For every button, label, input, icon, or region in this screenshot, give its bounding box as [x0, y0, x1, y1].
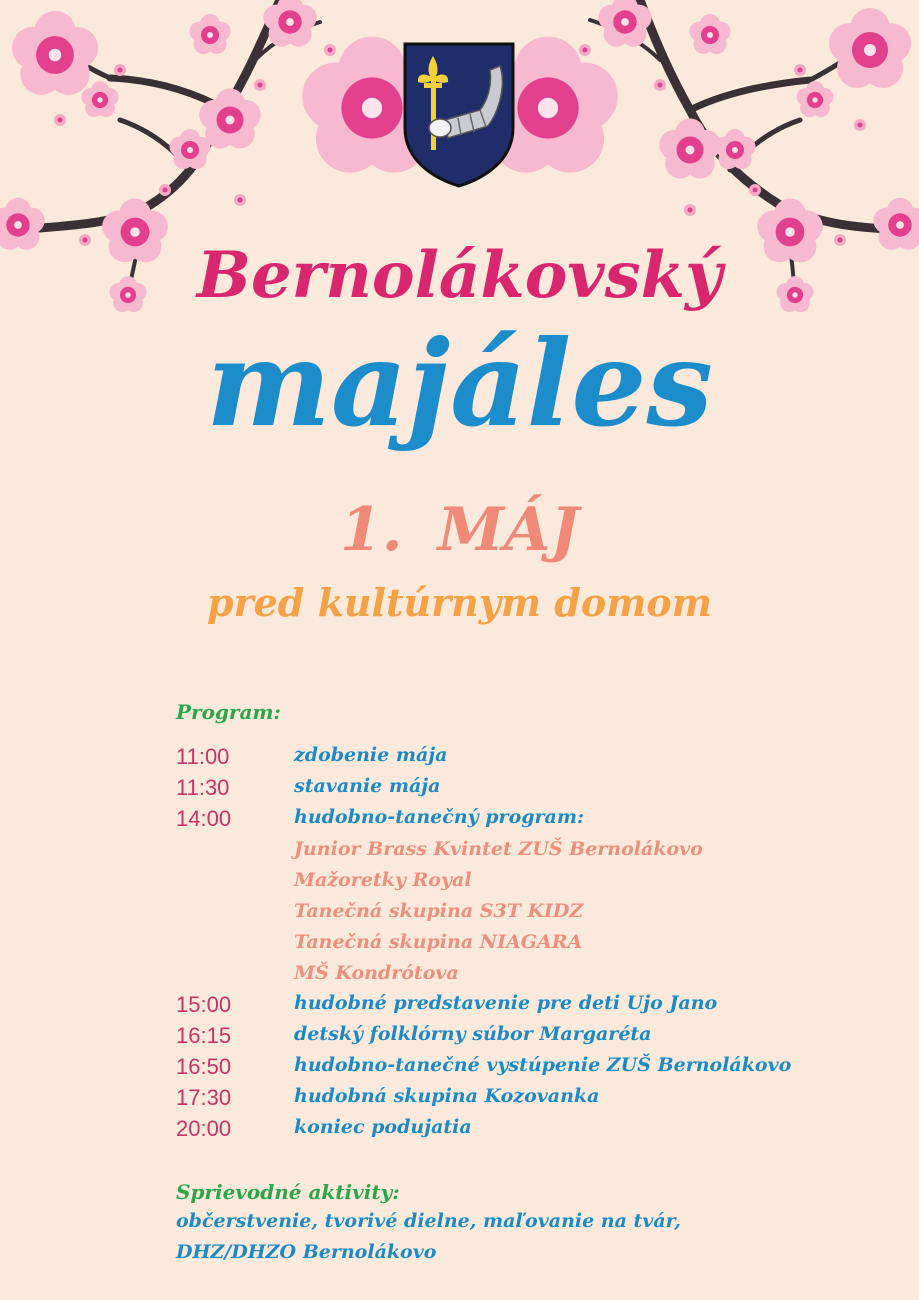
program-row [176, 1054, 876, 1084]
program-heading: Program: [176, 700, 281, 724]
performer-item: MŠ Kondrótova [294, 962, 459, 984]
program-time: 14:00 [176, 806, 232, 831]
performer-item: Tanečná skupina NIAGARA [294, 931, 583, 953]
program-activity: detský folklórny súbor Margaréta [294, 1023, 652, 1045]
program-time: 11:30 [176, 775, 230, 800]
performer-item: Tanečná skupina S3T KIDZ [294, 900, 584, 922]
side-activities-line-2: DHZ/DHZO Bernolákovo [176, 1241, 437, 1263]
event-place: pred kultúrnym domom [207, 580, 712, 625]
title-line-1: Bernolákovský [196, 238, 723, 313]
program-row [176, 744, 876, 774]
program-activity: hudobno-tanečné vystúpenie ZUŠ Bernolákovo [294, 1054, 792, 1076]
program-activity: koniec podujatia [294, 1116, 472, 1138]
program-row [176, 775, 876, 805]
program-activity: stavanie mája [294, 775, 441, 797]
performer-item: Mažoretky Royal [294, 869, 472, 891]
program-activity: zdobenie mája [294, 744, 448, 766]
coat-of-arms-icon [405, 44, 513, 186]
program-row [176, 1085, 876, 1115]
program-activity: hudobné predstavenie pre deti Ujo Jano [294, 992, 718, 1014]
side-activities-line-1: občerstvenie, tvorivé dielne, maľovanie na tvár, [176, 1210, 681, 1232]
title-line-2: majáles [206, 314, 713, 453]
event-date: 1. MÁJ [340, 495, 579, 565]
program-time: 20:00 [176, 1116, 232, 1141]
program-time: 17:30 [176, 1085, 232, 1110]
program-time: 16:50 [176, 1054, 232, 1079]
program-activity: hudobno-tanečný program: [294, 806, 584, 828]
program-time: 16:15 [176, 1023, 232, 1048]
program-row [176, 806, 876, 836]
program-time: 11:00 [176, 744, 230, 769]
program-row [176, 1023, 876, 1053]
program-activity: hudobná skupina Kozovanka [294, 1085, 600, 1107]
program-time: 15:00 [176, 992, 232, 1017]
program-row [176, 992, 876, 1022]
program-row [176, 1116, 876, 1146]
side-activities-heading: Sprievodné aktivity: [176, 1180, 400, 1204]
performer-item: Junior Brass Kvintet ZUŠ Bernolákovo [294, 838, 703, 860]
